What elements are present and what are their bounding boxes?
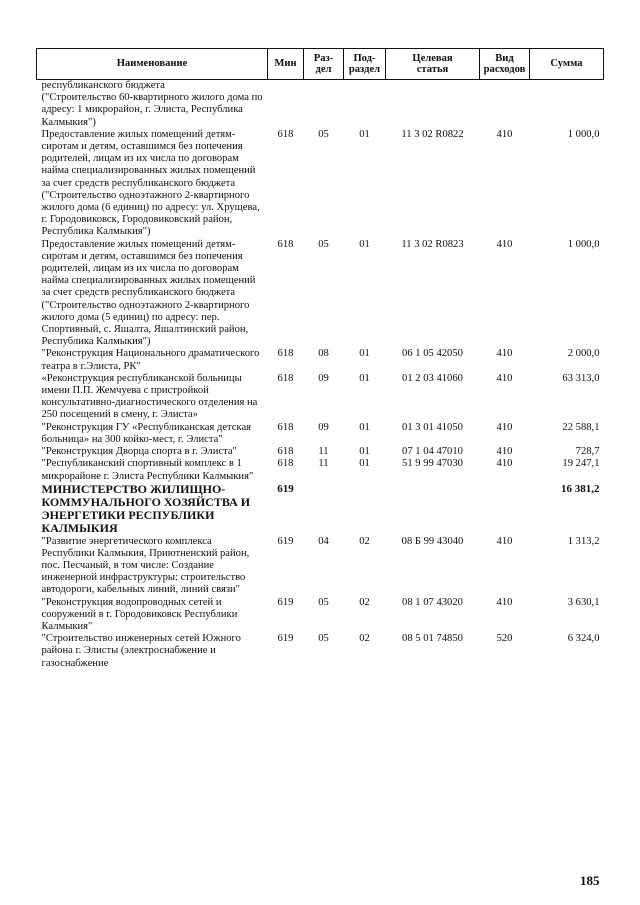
row-min: 618 bbox=[277, 446, 294, 458]
table-row bbox=[37, 458, 604, 482]
row-celevaya bbox=[386, 483, 480, 536]
header-name: Наименование bbox=[37, 49, 268, 80]
row-min: 619 bbox=[277, 535, 294, 547]
header-razdel: Раз- дел bbox=[304, 49, 344, 80]
row-vid: 410 bbox=[496, 238, 513, 250]
row-name: МИНИСТЕРСТВО ЖИЛИЩНО-КОММУНАЛЬНОГО ХОЗЯЙСТВА И ЭНЕРГЕТИКИ РЕСПУБЛИКИ КАЛМЫКИЯ bbox=[41, 481, 251, 536]
row-razdel: 04 bbox=[318, 535, 329, 547]
row-podrazdel: 02 bbox=[359, 633, 370, 645]
row-razdel: 08 bbox=[318, 348, 329, 360]
row-podrazdel: 01 bbox=[359, 446, 370, 458]
header-summa: Сумма bbox=[530, 49, 604, 80]
row-name: "Реконструкция Национального драматического театра в г.Элиста, РК" bbox=[41, 348, 260, 372]
row-vid: 410 bbox=[496, 446, 513, 458]
row-celevaya: 08 5 01 74850 bbox=[402, 633, 463, 645]
row-vid: 410 bbox=[496, 128, 513, 140]
table-row bbox=[37, 373, 604, 422]
row-name: "Реконструкция водопроводных сетей и сооружений в г. Городовиковск Республики Калмыкия" bbox=[41, 596, 238, 632]
row-podrazdel: 01 bbox=[359, 372, 370, 384]
row-summa: 19 247,1 bbox=[562, 458, 600, 470]
row-vid bbox=[480, 483, 530, 536]
row-min: 618 bbox=[277, 348, 294, 360]
row-razdel bbox=[304, 483, 344, 536]
row-celevaya: 11 3 02 R0823 bbox=[401, 238, 464, 250]
page-number: 185 bbox=[580, 873, 600, 888]
row-summa: 1 000,0 bbox=[567, 238, 600, 250]
row-min: 618 bbox=[277, 421, 294, 433]
row-celevaya: 06 1 05 42050 bbox=[402, 348, 463, 360]
ministry-row bbox=[37, 483, 604, 536]
row-podrazdel bbox=[344, 80, 386, 129]
row-podrazdel: 02 bbox=[359, 596, 370, 608]
row-vid: 410 bbox=[496, 348, 513, 360]
row-summa: 1 313,2 bbox=[567, 535, 600, 547]
row-min bbox=[268, 80, 304, 129]
row-min: 619 bbox=[277, 633, 294, 645]
row-name: Предоставление жилых помещений детям-сиротам и детям, оставшимся без попечения родителей, лицам из их числа по договорам найма специализированных жилых помещений за счет средств республиканского бюджета ("Строительство одноэтажного 2-квартирного жилого дома (5 единиц) по адресу: пер. Спортивный, с. Яшалта, Яшалтинский район, Республика Калмыкия") bbox=[41, 238, 256, 348]
budget-table bbox=[36, 48, 604, 670]
row-celevaya: 01 3 01 41050 bbox=[402, 421, 463, 433]
row-vid bbox=[480, 80, 530, 129]
row-razdel bbox=[304, 80, 344, 129]
table-body bbox=[37, 80, 604, 670]
row-vid: 520 bbox=[496, 633, 513, 645]
row-celevaya: 01 2 03 41060 bbox=[402, 372, 463, 384]
row-celevaya: 11 3 02 R0822 bbox=[401, 128, 464, 140]
row-min: 619 bbox=[277, 596, 294, 608]
row-name: Предоставление жилых помещений детям-сиротам и детям, оставшимся без попечения родителей, лицам из их числа по договорам найма специализированных жилых помещений за счет средств республиканского бюджета ("Строительство одноэтажного 2-квартирного жилого дома (6 единиц) по адресу: ул. Хрущева, г. Городовиковск, Городовиковский район, Республика Калмыкия") bbox=[41, 128, 260, 238]
header-celevaya: Целевая статья bbox=[386, 49, 480, 80]
table-row bbox=[37, 239, 604, 349]
table-row bbox=[37, 536, 604, 597]
row-vid: 410 bbox=[496, 596, 513, 608]
table-row bbox=[37, 348, 604, 372]
table-header bbox=[37, 49, 604, 80]
row-name: «Реконструкция республиканской больницы имени П.П. Жемчуева с пристройкой консультативно-диагностического отделения на 250 посещений в смену, г. Элиста» bbox=[41, 372, 258, 421]
row-summa: 6 324,0 bbox=[567, 633, 600, 645]
row-summa: 3 630,1 bbox=[567, 596, 600, 608]
row-name: "Реконструкция ГУ «Республиканская детская больница» на 300 койко-мест, г. Элиста" bbox=[41, 421, 252, 445]
row-celevaya bbox=[386, 80, 480, 129]
table-row bbox=[37, 129, 604, 239]
row-name: республиканского бюджета ("Строительство 60-квартирного жилого дома по адресу: 1 микрорайон, г. Элиста, Республика Калмыкия") bbox=[41, 80, 263, 128]
row-celevaya: 07 1 04 47010 bbox=[402, 446, 463, 458]
row-summa: 1 000,0 bbox=[567, 128, 600, 140]
row-razdel: 11 bbox=[318, 458, 329, 470]
row-vid: 410 bbox=[496, 421, 513, 433]
row-razdel: 09 bbox=[318, 372, 329, 384]
row-summa: 2 000,0 bbox=[567, 348, 600, 360]
row-podrazdel: 01 bbox=[359, 458, 370, 470]
row-razdel: 05 bbox=[318, 128, 329, 140]
row-podrazdel bbox=[344, 483, 386, 536]
row-podrazdel: 01 bbox=[359, 421, 370, 433]
row-summa: 16 381,2 bbox=[561, 482, 600, 495]
row-razdel: 05 bbox=[318, 596, 329, 608]
row-podrazdel: 01 bbox=[359, 128, 370, 140]
row-min: 618 bbox=[277, 128, 294, 140]
row-vid: 410 bbox=[496, 535, 513, 547]
header-vid: Вид расходов bbox=[480, 49, 530, 80]
row-podrazdel: 02 bbox=[359, 535, 370, 547]
row-name: "Строительство инженерных сетей Южного района г. Элисты (электроснабжение и газоснабжение bbox=[41, 633, 241, 669]
row-celevaya: 51 9 99 47030 bbox=[402, 458, 463, 470]
header-podrazdel: Под- раздел bbox=[344, 49, 386, 80]
row-summa bbox=[530, 80, 604, 129]
table-row bbox=[37, 446, 604, 458]
row-min: 618 bbox=[277, 372, 294, 384]
table-row bbox=[37, 80, 604, 129]
row-min: 618 bbox=[277, 238, 294, 250]
row-podrazdel: 01 bbox=[359, 238, 370, 250]
row-razdel: 11 bbox=[318, 446, 329, 458]
table-row bbox=[37, 422, 604, 446]
row-celevaya: 08 Б 99 43040 bbox=[401, 535, 464, 547]
row-summa: 728,7 bbox=[575, 446, 600, 458]
row-summa: 22 588,1 bbox=[562, 421, 600, 433]
table-row bbox=[37, 597, 604, 634]
row-name: "Республиканский спортивный комплекс в 1 микрорайоне г. Элиста Республики Калмыкия" bbox=[41, 458, 254, 482]
row-min: 618 bbox=[277, 458, 294, 470]
row-summa: 63 313,0 bbox=[562, 372, 600, 384]
row-min: 619 bbox=[277, 482, 294, 495]
row-name: "Реконструкция Дворца спорта в г. Элиста" bbox=[41, 446, 237, 458]
header-min: Мин bbox=[268, 49, 304, 80]
row-vid: 410 bbox=[496, 372, 513, 384]
table-row bbox=[37, 633, 604, 670]
row-name: "Развитие энергетического комплекса Республики Калмыкия, Приютненский район, пос. Песчаный, в том числе: Создание инженерной инфраструктуры: строительство автодороги, кабельных линий, линий связи" bbox=[41, 535, 250, 596]
row-podrazdel: 01 bbox=[359, 348, 370, 360]
row-razdel: 05 bbox=[318, 633, 329, 645]
row-razdel: 09 bbox=[318, 421, 329, 433]
row-celevaya: 08 1 07 43020 bbox=[402, 596, 463, 608]
row-vid: 410 bbox=[496, 458, 513, 470]
row-razdel: 05 bbox=[318, 238, 329, 250]
